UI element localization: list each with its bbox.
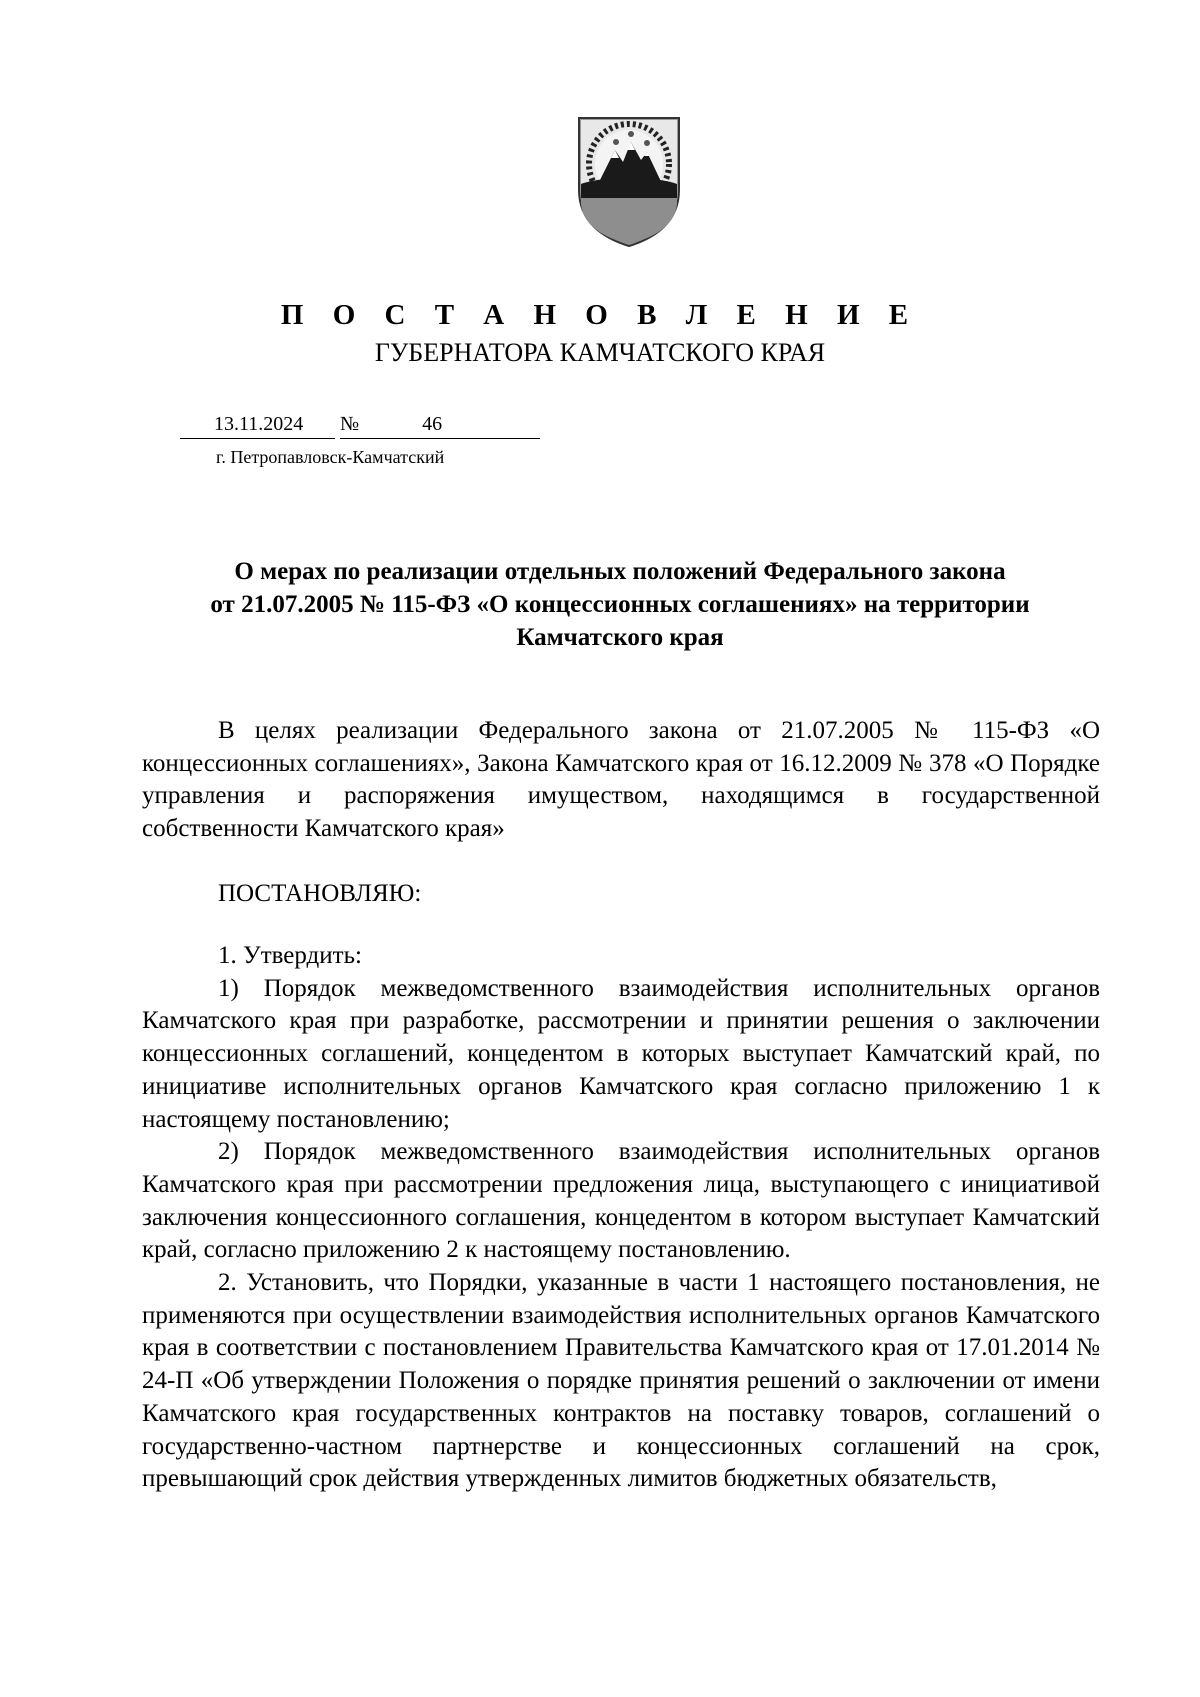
- city-label: г. Петропавловск-Камчатский: [216, 447, 445, 467]
- document-type-title: П О С Т А Н О В Л Е Н И Е: [280, 299, 920, 331]
- item-1-subitem-2: 2) Порядок межведомственного взаимодействия исполнительных органов Камчатского края при рассмотрении предложения лица, выступающего с инициативой заключения концессионного соглашения, концедентом в котором выступает Камчатский край, согласно приложению 2 к настоящему постановлению.: [142, 1138, 1100, 1264]
- subject-line-2: от 21.07.2005 № 115-ФЗ «О концессионных соглашениях» на территории: [210, 591, 1030, 618]
- item-1-subitem-1: 1) Порядок межведомственного взаимодействия исполнительных органов Камчатского края при разработке, рассмотрении и принятии решения о заключении концессионных соглашений, концедентом в которых выступает Камчатский край, по инициативе исполнительных органов Камчатского края согласно приложению 1 к настоящему постановлению;: [142, 974, 1100, 1133]
- issuer-title: ГУБЕРНАТОРА КАМЧАТСКОГО КРАЯ: [374, 338, 826, 367]
- subject-line-1: О мерах по реализации отдельных положений Федерального закона: [234, 558, 1006, 585]
- preamble-paragraph: В целях реализации Федерального закона от 21.07.2005 № 115-ФЗ «О концессионных соглашениях», Закона Камчатского края от 16.12.2009 № 378 «О Порядке управления и распоряжения имуществом, находящимся в государственной собственности Камчатского края»: [142, 717, 1100, 843]
- decree-word: ПОСТАНОВЛЯЮ:: [218, 880, 422, 907]
- decree-word-block: [142, 878, 1100, 911]
- number-field: [340, 410, 540, 439]
- item-2: 2. Установить, что Порядки, указанные в части 1 настоящего постановления, не применяются при осуществлении взаимодействия исполнительных органов Камчатского края в соответствии с постановлением Правительства Камчатского края от 17.01.2014 № 24-П «Об утверждении Положения о порядке принятия решений о заключении от имени Камчатского края государственных контрактов на поставку товаров, соглашений о государственно-частном партнерстве и концессионных соглашений на срок, превышающий срок действия утвержденных лимитов бюджетных обязательств,: [142, 1269, 1100, 1493]
- number-sign: №: [340, 413, 360, 435]
- subject-line-3: Камчатского края: [516, 624, 724, 651]
- item-1-heading: 1. Утвердить:: [218, 942, 362, 969]
- date-field: 13.11.2024: [180, 410, 335, 439]
- preamble-block: [142, 715, 1100, 846]
- document-subject: [140, 555, 1100, 654]
- document-number: 46: [422, 413, 443, 435]
- coat-of-arms-emblem: [571, 112, 687, 250]
- items-block: [142, 940, 1100, 1496]
